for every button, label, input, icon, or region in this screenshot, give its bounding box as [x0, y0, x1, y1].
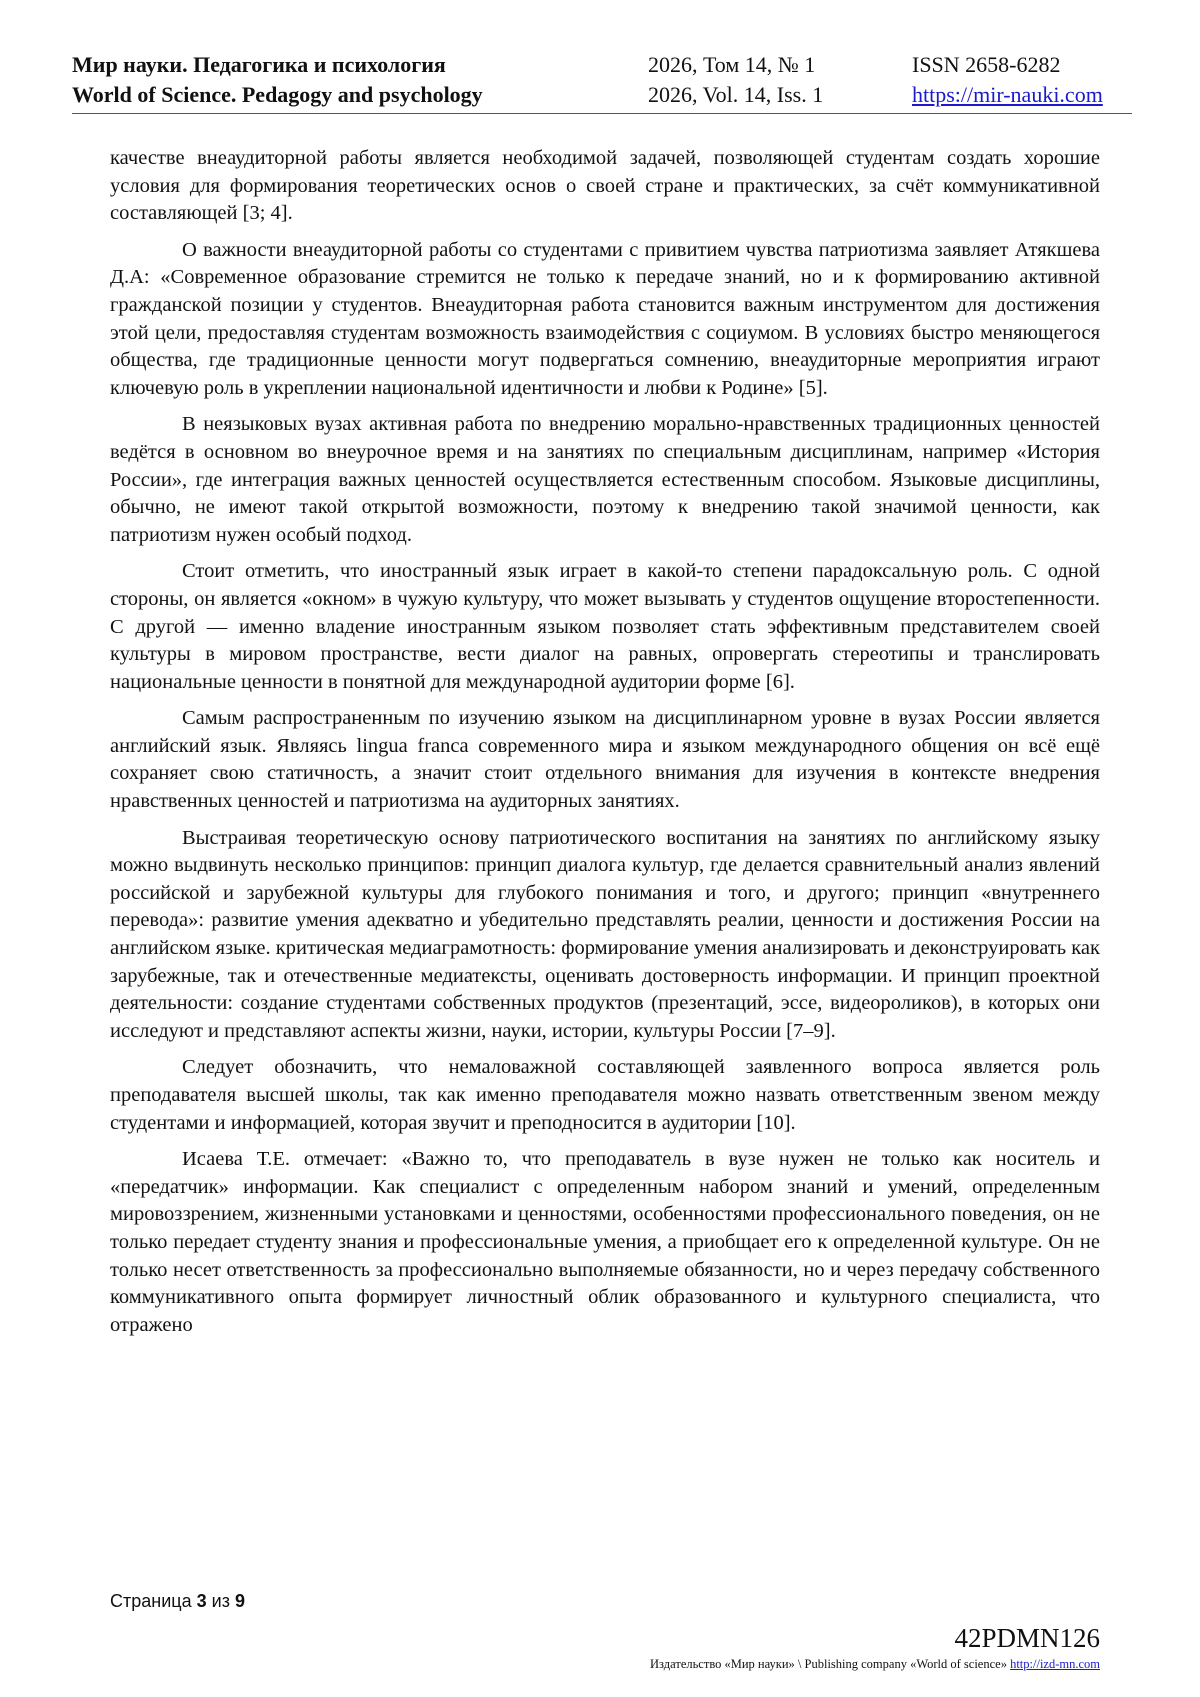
issue-info-en: 2026, Vol. 14, Iss. 1 [648, 82, 824, 107]
page-total: 9 [234, 1591, 245, 1611]
paragraph: О важности внеаудиторной работы со студентами с привитием чувства патриотизма заявляет Атякшева Д.А: «Современное образование стремится не только к передаче знаний, но и к формированию активной гражданской позиции у студентов. Внеаудиторная работа становится важным инструментом для достижения этой цели, предоставляя студентам возможность взаимодействия с социумом. В условиях быстро меняющегося общества, где традиционные ценности могут подвергаться сомнению, внеаудиторные мероприятия играют ключевую роль в укреплении национальной идентичности и любви к Родине» [5]. [110, 238, 1100, 399]
article-body [110, 145, 1100, 1348]
paragraph: качестве внеаудиторной работы является необходимой задачей, позволяющей студентам создать хорошие условия для формирования теоретических основ о своей стране и практических, за счёт коммуникативной составляющей [3; 4]. [110, 147, 1100, 225]
publisher-line [650, 1656, 1100, 1672]
publisher-text: Издательство «Мир науки» \ Publishing company «World of science» [650, 1657, 1007, 1671]
page-header [72, 48, 1128, 112]
issue-info-ru: 2026, Том 14, № 1 [648, 52, 816, 77]
journal-identifiers [912, 50, 1103, 110]
paragraph: Самым распространенным по изучению языком на дисциплинарном уровне в вузах России является английский язык. Являясь lingua franca современного мира и языком международного общения он всё ещё сохраняет свою статичность, а значит стоит отдельного внимания для изучения в контексте внедрения нравственных ценностей и патриотизма на аудиторных занятиях. [110, 707, 1100, 813]
page-number [110, 1589, 245, 1613]
issue-info [648, 50, 823, 110]
page-current: 3 [196, 1591, 207, 1611]
paragraph: Выстраивая теоретическую основу патриотического воспитания на занятиях по английскому языку можно выдвинуть несколько принципов: принцип диалога культур, где делается сравнительный анализ явлений российской и зарубежной культуры для глубокого понимания и того, и другого; принцип «внутреннего перевода»: развитие умения адекватно и убедительно представлять реалии, ценности и достижения России на английском языке. критическая медиаграмотность: формирование умения анализировать и деконструировать как зарубежные, так и отечественные медиатексты, оценивать достоверность информации. И принцип проектной деятельности: создание студентами собственных продуктов (презентаций, эссе, видеороликов), в которых они исследуют и представляют аспекты жизни, науки, истории, культуры России [7–9]. [110, 826, 1100, 1042]
issn: ISSN 2658-6282 [912, 52, 1061, 77]
journal-title [72, 50, 483, 110]
paragraph: Следует обозначить, что немаловажной составляющей заявленного вопроса является роль преподавателя высшей школы, так как именно преподавателя можно назвать ответственным звеном между студентами и информацией, которая звучит и преподносится в аудитории [10]. [110, 1056, 1100, 1134]
paragraph: Исаева Т.Е. отмечает: «Важно то, что преподаватель в вузе нужен не только как носитель и «передатчик» информации. Как специалист с определенным набором знаний и умений, определенным мировоззрением, жизненными установками и ценностями, особенностями профессионального поведения, он не только передает студенту знания и профессиональные умения, а приобщает его к определенной культуре. Он не только несет ответственность за профессионально выполняемые обязанности, но и через передачу собственного коммуникативного опыта формирует личностный облик образованного и культурного специалиста, что отражено [110, 1148, 1100, 1336]
publisher-url-link[interactable]: http://izd-mn.com [1010, 1657, 1100, 1671]
journal-title-ru: Мир науки. Педагогика и психология [72, 52, 446, 77]
article-code: 42PDMN126 [954, 1623, 1100, 1653]
page-prefix: Страница [110, 1591, 192, 1611]
paragraph: В неязыковых вузах активная работа по внедрению морально-нравственных традиционных ценностей ведётся в основном во внеурочное время и на занятиях по специальным дисциплинам, например «История России», где интеграция важных ценностей осуществляется естественным способом. Языковые дисциплины, обычно, не имеют такой открытой возможности, поэтому к внедрению такой значимой ценности, как патриотизм нужен особый подход. [110, 413, 1100, 546]
paragraph: Стоит отметить, что иностранный язык играет в какой-то степени парадоксальную роль. С одной стороны, он является «окном» в чужую культуру, что может вызывать у студентов ощущение второстепенности. С другой — именно владение иностранным языком позволяет стать эффективным представителем своей культуры в мировом пространстве, вести диалог на равных, опровергать стереотипы и транслировать национальные ценности в понятной для международной аудитории форме [6]. [110, 560, 1100, 693]
page-of: из [211, 1591, 230, 1611]
header-divider [72, 113, 1132, 114]
journal-url-link[interactable]: https://mir-nauki.com [912, 82, 1103, 107]
journal-title-en: World of Science. Pedagogy and psychology [72, 82, 483, 107]
